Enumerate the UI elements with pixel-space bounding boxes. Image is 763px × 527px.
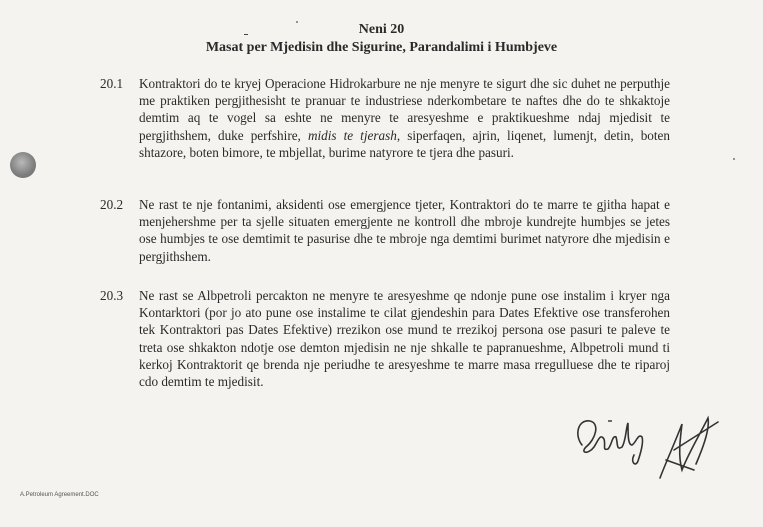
- paragraph-number: 20.2: [100, 197, 124, 212]
- footer-filename: A.Petroleum Agreement.DOC: [20, 492, 99, 498]
- paragraph-text: Ne rast te nje fontanimi, aksidenti ose emergjence tjeter, Kontraktori do te marre te gjitha hapat e menjehershme per ta sjelle situaten emergjente ne kontroll dhe mbroje kundrejte humbjes se jetes ose humbjes te ose demtimit te pasurise dhe te mbroje nga demtimi burimet natyrore dhe mjedisin e pergjithshem.: [139, 197, 670, 264]
- scan-speck: [733, 158, 735, 160]
- italic-phrase: midis te tjerash: [307, 127, 397, 143]
- signature-1: [568, 405, 658, 470]
- signature-2: [652, 410, 732, 485]
- article-subtitle: Masat per Mjedisin dhe Sigurine, Parandalimi i Humbjeve: [205, 40, 558, 55]
- paragraph-text: Kontraktori do te kryej Operacione Hidrokarbure ne nje menyre te sigurt dhe sic duhet ne perputhje me praktiken pergjithesisht te pranuar te industriese nderkombetare te naftes dhe do te shkaktoje demtim aq te vogel sa eshte ne menyre te aresyeshme e praktikueshme ndaj mjedisit te pergjithshem, duke perfshire, midis te tjerash, siperfaqen, ajrin, liqenet, lumenjt, detin, boten shtazore, boten bimore, te mbjellat, burime natyrore te tjera dhe pasuri.: [139, 76, 670, 160]
- punch-hole-mark: [10, 152, 36, 178]
- paragraph-text: Ne rast se Albpetroli percakton ne menyre te aresyeshme qe ndonje pune ose instalim i kryer nga Kontarktori (por jo ato pune ose instalime te cilat gjendeshin para Dates Efektive ose transferohen tek Kontraktori pas Dates Efektive) rrezikon ose mund te rrezikoj persona ose pasuri te paleve te treta ose shkakton ndotje ose demton mjedisin ne nje shkalle te papranueshme, Albpetroli mund ti kerkoj Kontraktorit qe brenda nje periudhe te aresyeshme te marre masa rregulluese dhe te riparoj cdo demtim te mjedisit.: [139, 288, 670, 390]
- article-title: Neni 20: [358, 22, 405, 37]
- paragraph-number: 20.1: [100, 76, 124, 91]
- paragraph-number: 20.3: [100, 288, 124, 303]
